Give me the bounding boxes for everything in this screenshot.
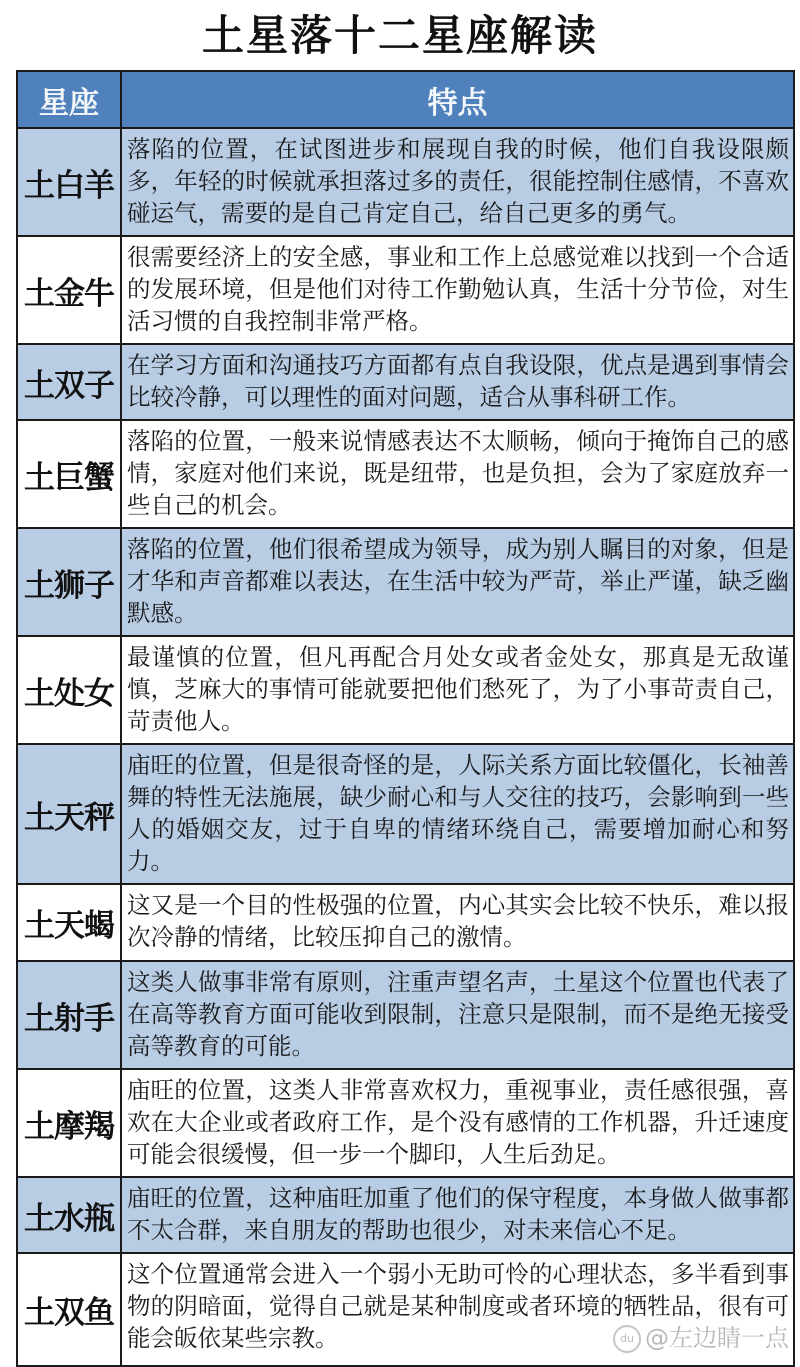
traits-cell: [121, 636, 794, 744]
table-header-row: [17, 71, 794, 128]
traits-cell: [121, 1069, 794, 1177]
table-row: [17, 744, 794, 884]
traits-text: 庙旺的位置，这种庙旺加重了他们的保守程度，本身做人做事都不太合群，来自朋友的帮助也很少，对未来信心不足。: [127, 1184, 789, 1244]
sign-cell: 土天蝎: [17, 884, 121, 961]
table-row: [17, 344, 794, 420]
sign-cell: 土摩羯: [17, 1069, 121, 1177]
traits-text: 这个位置通常会进入一个弱小无助可怜的心理状态，多半看到事物的阴暗面，觉得自己就是某种制度或者环境的牺牲品，很有可能会皈依某些宗教。: [127, 1260, 789, 1352]
sign-cell: 土巨蟹: [17, 420, 121, 528]
table-row: [17, 420, 794, 528]
header-traits: 特点: [121, 71, 794, 128]
traits-cell: [121, 961, 794, 1069]
sign-cell: 土水瓶: [17, 1177, 121, 1253]
traits-cell: [121, 744, 794, 884]
traits-text: 落陷的位置，他们很希望成为领导，成为别人瞩目的对象，但是才华和声音都难以表达，在生活中较为严苛，举止严谨，缺乏幽默感。: [127, 535, 789, 627]
table-row: [17, 1177, 794, 1253]
paw-logo-icon: du: [613, 1325, 641, 1353]
traits-cell: [121, 236, 794, 344]
traits-text: 庙旺的位置，这类人非常喜欢权力，重视事业，责任感很强，喜欢在大企业或者政府工作，是个没有感情的工作机器，升迁速度可能会很缓慢，但一步一个脚印，人生后劲足。: [127, 1076, 789, 1168]
traits-text: 这又是一个目的性极强的位置，内心其实会比较不快乐，难以报次冷静的情绪，比较压抑自己的激情。: [127, 891, 789, 951]
sign-cell: 土射手: [17, 961, 121, 1069]
traits-cell: [121, 1177, 794, 1253]
sign-cell: 土处女: [17, 636, 121, 744]
saturn-signs-table: [16, 70, 795, 1367]
table-row: [17, 1069, 794, 1177]
table-row: [17, 636, 794, 744]
traits-cell: [121, 420, 794, 528]
watermark-text: @左边睛一点: [645, 1324, 789, 1352]
traits-text: 最谨慎的位置，但凡再配合月处女或者金处女，那真是无敌谨慎，芝麻大的事情可能就要把他们愁死了，为了小事苛责自己，苛责他人。: [127, 643, 789, 735]
table-row: [17, 528, 794, 636]
sign-cell: 土狮子: [17, 528, 121, 636]
traits-cell: [121, 128, 794, 236]
header-sign: 星座: [17, 71, 121, 128]
traits-cell: [121, 528, 794, 636]
table-row: [17, 236, 794, 344]
traits-cell: [121, 1253, 794, 1366]
page-title: 土星落十二星座解读: [201, 11, 598, 60]
traits-cell: [121, 884, 794, 961]
table-row: [17, 1253, 794, 1366]
traits-text: 在学习方面和沟通技巧方面都有点自我设限，优点是遇到事情会比较冷静，可以理性的面对问题，适合从事科研工作。: [127, 351, 789, 411]
sign-cell: 土天秤: [17, 744, 121, 884]
sign-cell: 土双鱼: [17, 1253, 121, 1366]
traits-text: 落陷的位置，一般来说情感表达不太顺畅，倾向于掩饰自己的感情，家庭对他们来说，既是纽带，也是负担，会为了家庭放弃一些自己的机会。: [127, 427, 789, 519]
table-row: [17, 128, 794, 236]
traits-text: 庙旺的位置，但是很奇怪的是，人际关系方面比较僵化，长袖善舞的特性无法施展，缺少耐心和与人交往的技巧，会影响到一些人的婚姻交友，过于自卑的情绪环绕自己，需要增加耐心和努力。: [127, 751, 789, 875]
traits-text: 这类人做事非常有原则，注重声望名声，土星这个位置也代表了在高等教育方面可能收到限制，注意只是限制，而不是绝无接受高等教育的可能。: [127, 968, 789, 1060]
sign-cell: 土双子: [17, 344, 121, 420]
traits-text: 很需要经济上的安全感，事业和工作上总感觉难以找到一个合适的发展环境，但是他们对待工作勤勉认真，生活十分节俭，对生活习惯的自我控制非常严格。: [127, 243, 789, 335]
table-row: [17, 884, 794, 961]
sign-cell: 土白羊: [17, 128, 121, 236]
traits-cell: [121, 344, 794, 420]
traits-text: 落陷的位置，在试图进步和展现自我的时候，他们自我设限颇多，年轻的时候就承担落过多的责任，很能控制住感情，不喜欢碰运气，需要的是自己肯定自己，给自己更多的勇气。: [127, 135, 789, 227]
sign-cell: 土金牛: [17, 236, 121, 344]
watermark: [613, 1322, 789, 1354]
table-row: [17, 961, 794, 1069]
